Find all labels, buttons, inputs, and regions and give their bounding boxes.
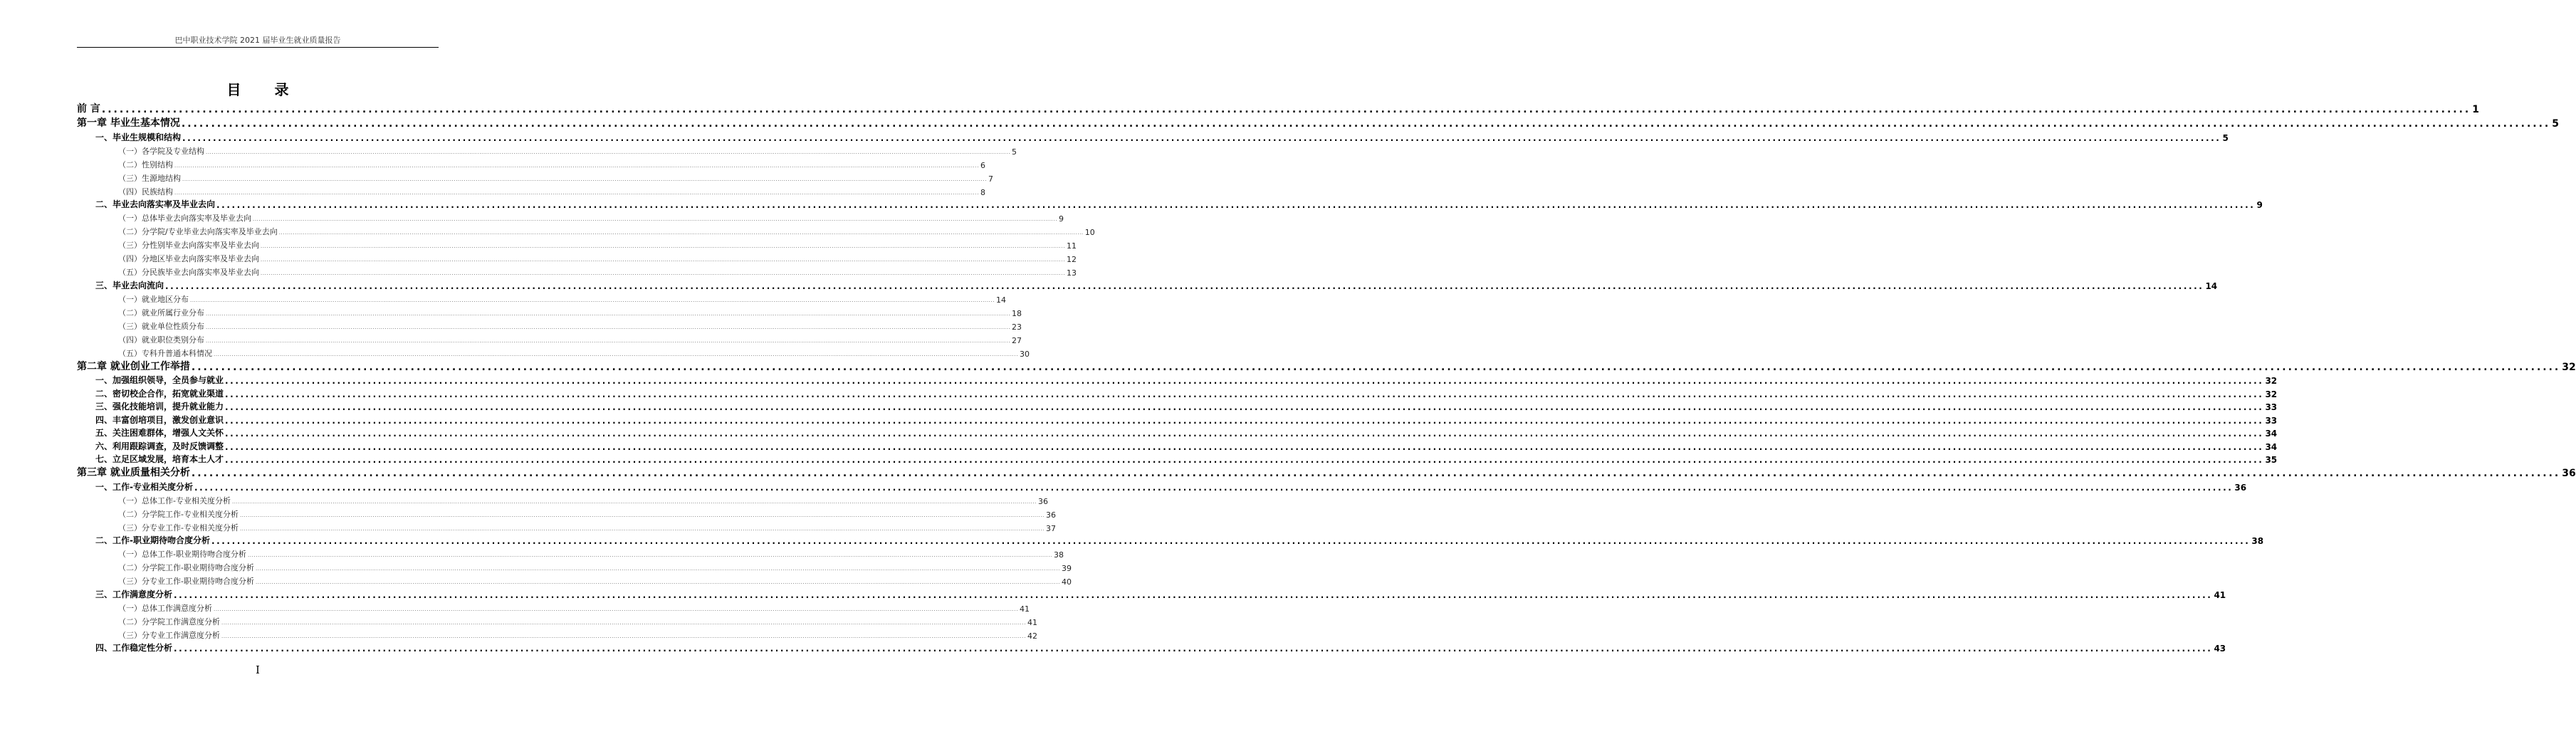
toc-entry-page: 32 [2265, 389, 2278, 399]
toc-entry[interactable] [77, 506, 1057, 520]
toc-entry-page: 36 [2562, 468, 2576, 479]
toc-entry-label: （一）总体工作-职业期待吻合度分析 [118, 550, 246, 559]
toc-leader-dots: ................................................................................................................................................................................................................................................................................................................................................................................................................ [225, 429, 2264, 439]
toc-entry-page: 41 [2214, 589, 2226, 600]
toc-entry-page: 37 [1046, 523, 1057, 533]
toc-entry-label: （四）分地区毕业去向落实率及毕业去向 [118, 254, 259, 263]
toc-entry-label: （一）总体工作满意度分析 [118, 603, 212, 613]
toc-entry[interactable] [77, 197, 2263, 211]
toc-leader-dots: ................................................................................................................................................................................................................................................................................................................................................................................................................ [247, 552, 1053, 558]
toc-entry[interactable] [77, 332, 1022, 345]
toc-entry-page: 11 [1067, 241, 1077, 251]
toc-entry-page: 36 [1046, 510, 1057, 520]
toc-entry[interactable] [77, 224, 1095, 237]
toc-entry-page: 32 [2265, 376, 2278, 386]
table-of-contents [77, 101, 2576, 654]
toc-leader-dots: ................................................................................................................................................................................................................................................................................................................................................................................................................ [211, 536, 2251, 546]
toc-leader-dots: ................................................................................................................................................................................................................................................................................................................................................................................................................ [191, 361, 2561, 373]
toc-entry-page: 12 [1067, 255, 1077, 264]
toc-entry[interactable] [77, 439, 2278, 452]
toc-entry-label: （二）分学院工作-专业相关度分析 [118, 509, 239, 519]
toc-entry-page: 9 [2256, 200, 2263, 210]
toc-entry-label: （三）分性别毕业去向落实率及毕业去向 [118, 241, 259, 250]
toc-entry-label: （五）专科升普通本科情况 [118, 348, 212, 358]
toc-leader-dots: ................................................................................................................................................................................................................................................................................................................................................................................................................ [194, 482, 2234, 493]
toc-entry-page: 42 [1027, 631, 1038, 641]
running-header: 巴中职业技术学院 2021 届毕业生就业质量报告 [174, 36, 341, 45]
toc-entry[interactable] [77, 278, 2218, 291]
toc-entry-label: 二、密切校企合作，拓宽就业渠道 [95, 388, 224, 399]
toc-entry-label: （三）分专业工作-职业期待吻合度分析 [118, 577, 254, 586]
toc-entry[interactable] [77, 237, 1077, 251]
toc-entry[interactable] [77, 184, 986, 197]
toc-entry-page: 39 [1062, 564, 1072, 573]
toc-entry[interactable] [77, 600, 1030, 614]
toc-leader-dots: ................................................................................................................................................................................................................................................................................................................................................................................................................ [182, 132, 2221, 143]
toc-leader-dots: ................................................................................................................................................................................................................................................................................................................................................................................................................ [206, 149, 1011, 155]
toc-leader-dots: ................................................................................................................................................................................................................................................................................................................................................................................................................ [206, 337, 1011, 344]
toc-entry[interactable] [77, 130, 2229, 143]
toc-entry-label: （一）各学院及专业结构 [118, 146, 204, 156]
toc-leader-dots: ................................................................................................................................................................................................................................................................................................................................................................................................................ [261, 271, 1066, 276]
toc-title: 目 录 [226, 81, 303, 98]
toc-leader-dots: ................................................................................................................................................................................................................................................................................................................................................................................................................ [174, 162, 980, 169]
toc-leader-dots: ................................................................................................................................................................................................................................................................................................................................................................................................................ [253, 216, 1058, 222]
toc-leader-dots: ................................................................................................................................................................................................................................................................................................................................................................................................................ [174, 189, 980, 196]
toc-leader-dots: ................................................................................................................................................................................................................................................................................................................................................................................................................ [261, 257, 1066, 263]
toc-entry-page: 30 [1020, 349, 1030, 359]
toc-entry[interactable] [77, 386, 2278, 399]
toc-entry-label: （二）性别结构 [118, 159, 173, 169]
toc-entry[interactable] [77, 546, 1064, 560]
toc-entry-label: 五、关注困难群体，增强人文关怀 [95, 428, 224, 438]
toc-entry-label: 三、强化技能培训，提升就业能力 [95, 402, 224, 411]
toc-entry-page: 36 [2234, 482, 2247, 493]
toc-entry[interactable] [77, 587, 2226, 600]
toc-entry-label: （三）分专业工作-专业相关度分析 [118, 523, 239, 533]
toc-leader-dots: ................................................................................................................................................................................................................................................................................................................................................................................................................ [225, 402, 2264, 412]
toc-entry[interactable] [77, 157, 986, 170]
toc-entry[interactable] [77, 412, 2278, 426]
toc-leader-dots: ................................................................................................................................................................................................................................................................................................................................................................................................................ [174, 644, 2213, 654]
toc-entry-label: 六、利用跟踪调查，及时反馈调整 [95, 441, 224, 451]
toc-entry-label: 二、毕业去向落实率及毕业去向 [95, 199, 216, 209]
toc-leader-dots: ................................................................................................................................................................................................................................................................................................................................................................................................................ [181, 118, 2551, 130]
toc-leader-dots: ................................................................................................................................................................................................................................................................................................................................................................................................................ [261, 243, 1066, 249]
toc-entry[interactable] [77, 452, 2278, 466]
toc-entry-page: 27 [1012, 335, 1022, 345]
toc-leader-dots: ................................................................................................................................................................................................................................................................................................................................................................................................................ [216, 200, 2256, 210]
toc-entry-label: （二）分学院工作满意度分析 [118, 617, 220, 626]
toc-entry-page: 14 [996, 295, 1007, 305]
toc-entry-label: 四、工作稳定性分析 [95, 643, 173, 653]
toc-entry-page: 36 [1038, 496, 1049, 506]
toc-entry-page: 32 [2562, 361, 2576, 373]
toc-leader-dots: ................................................................................................................................................................................................................................................................................................................................................................................................................ [239, 512, 1045, 518]
toc-entry[interactable] [77, 345, 1030, 359]
toc-entry[interactable] [77, 641, 2226, 654]
toc-entry-page: 5 [2222, 132, 2229, 143]
toc-leader-dots: ................................................................................................................................................................................................................................................................................................................................................................................................................ [214, 351, 1019, 357]
toc-entry[interactable] [77, 493, 1049, 506]
toc-entry-page: 1 [2472, 104, 2479, 115]
toc-entry[interactable] [77, 573, 1072, 587]
toc-leader-dots: ................................................................................................................................................................................................................................................................................................................................................................................................................ [255, 566, 1061, 572]
toc-entry[interactable] [77, 426, 2278, 439]
toc-entry-label: 第三章 就业质量相关分析 [77, 467, 190, 478]
toc-entry-page: 7 [988, 174, 994, 184]
toc-leader-dots: ................................................................................................................................................................................................................................................................................................................................................................................................................ [225, 441, 2264, 452]
toc-entry-page: 41 [1020, 604, 1030, 614]
toc-entry-label: （五）分民族毕业去向落实率及毕业去向 [118, 268, 259, 277]
toc-leader-dots: ................................................................................................................................................................................................................................................................................................................................................................................................................ [255, 579, 1061, 585]
toc-entry-label: （二）分学院工作-职业期待吻合度分析 [118, 563, 254, 572]
toc-entry-label: 前 言 [77, 103, 100, 115]
toc-entry[interactable] [77, 251, 1077, 264]
toc-entry-page: 34 [2265, 441, 2278, 452]
toc-entry-page: 43 [2214, 644, 2226, 654]
toc-entry-page: 5 [2552, 118, 2559, 130]
toc-entry-label: （四）就业职位类别分布 [118, 335, 204, 345]
toc-entry-label: （三）就业单位性质分布 [118, 321, 204, 331]
toc-entry-page: 13 [1067, 268, 1077, 278]
toc-leader-dots: ................................................................................................................................................................................................................................................................................................................................................................................................................ [191, 468, 2561, 479]
toc-leader-dots: ................................................................................................................................................................................................................................................................................................................................................................................................................ [221, 619, 1027, 626]
toc-entry-page: 8 [980, 187, 986, 197]
toc-leader-dots: ................................................................................................................................................................................................................................................................................................................................................................................................................ [278, 230, 1084, 236]
toc-entry-label: 一、工作-专业相关度分析 [95, 481, 193, 492]
toc-entry[interactable] [77, 143, 1017, 157]
toc-leader-dots: ................................................................................................................................................................................................................................................................................................................................................................................................................ [206, 324, 1011, 330]
toc-entry[interactable] [77, 614, 1038, 627]
toc-entry-label: （一）就业地区分布 [118, 294, 189, 304]
toc-entry-label: 四、丰富创培项目，激发创业意识 [95, 414, 224, 425]
toc-entry[interactable] [77, 170, 994, 184]
toc-entry[interactable] [77, 533, 2264, 547]
toc-entry-label: 三、毕业去向流向 [95, 280, 164, 290]
toc-leader-dots: ................................................................................................................................................................................................................................................................................................................................................................................................................ [165, 280, 2204, 291]
toc-entry-label: 一、毕业生规模和结构 [95, 132, 182, 142]
toc-leader-dots: ................................................................................................................................................................................................................................................................................................................................................................................................................ [214, 606, 1019, 612]
toc-entry-label: （三）分专业工作满意度分析 [118, 630, 220, 640]
toc-entry-page: 14 [2205, 280, 2218, 291]
toc-leader-dots: ................................................................................................................................................................................................................................................................................................................................................................................................................ [182, 176, 988, 182]
toc-entry-label: 第二章 就业创业工作举措 [77, 360, 190, 372]
toc-entry-label: （一）总体工作-专业相关度分析 [118, 495, 231, 505]
toc-leader-dots: ................................................................................................................................................................................................................................................................................................................................................................................................................ [221, 633, 1027, 639]
toc-entry-label: （二）分学院/专业毕业去向落实率及毕业去向 [118, 227, 278, 236]
toc-entry[interactable] [77, 115, 2559, 130]
toc-entry-page: 38 [2251, 536, 2264, 546]
toc-entry-label: 第一章 毕业生基本情况 [77, 117, 180, 129]
toc-leader-dots: ................................................................................................................................................................................................................................................................................................................................................................................................................ [225, 455, 2264, 465]
toc-entry[interactable] [77, 291, 1007, 305]
toc-entry-label: （四）民族结构 [118, 187, 173, 196]
toc-entry-page: 40 [1062, 577, 1072, 587]
toc-entry[interactable] [77, 373, 2278, 387]
toc-entry-label: （二）就业所属行业分布 [118, 308, 204, 318]
toc-leader-dots: ................................................................................................................................................................................................................................................................................................................................................................................................................ [239, 525, 1045, 532]
toc-entry[interactable] [77, 627, 1038, 641]
toc-entry-label: （一）总体毕业去向落实率及毕业去向 [118, 214, 251, 223]
toc-entry-label: 二、工作-职业期待吻合度分析 [95, 535, 210, 545]
toc-entry-page: 35 [2265, 455, 2278, 465]
toc-entry-page: 23 [1012, 322, 1022, 332]
toc-entry[interactable] [77, 264, 1077, 278]
toc-leader-dots: ................................................................................................................................................................................................................................................................................................................................................................................................................ [174, 589, 2213, 600]
toc-leader-dots: ................................................................................................................................................................................................................................................................................................................................................................................................................ [231, 498, 1037, 505]
toc-leader-dots: ................................................................................................................................................................................................................................................................................................................................................................................................................ [190, 297, 995, 303]
toc-entry[interactable] [77, 399, 2278, 413]
toc-entry[interactable] [77, 318, 1022, 332]
toc-leader-dots: ................................................................................................................................................................................................................................................................................................................................................................................................................ [206, 310, 1011, 317]
toc-entry[interactable] [77, 520, 1057, 533]
toc-entry-page: 6 [980, 160, 986, 170]
toc-entry[interactable] [77, 305, 1022, 318]
header-rule [77, 47, 439, 48]
toc-entry-page: 41 [1027, 617, 1038, 627]
toc-entry-label: 一、加强组织领导，全员参与就业 [95, 375, 224, 385]
toc-leader-dots: ................................................................................................................................................................................................................................................................................................................................................................................................................ [225, 389, 2264, 399]
toc-entry-page: 34 [2265, 429, 2278, 439]
toc-entry[interactable] [77, 560, 1072, 573]
toc-entry-label: 三、工作满意度分析 [95, 589, 173, 599]
toc-entry-label: （三）生源地结构 [118, 173, 181, 183]
toc-entry-page: 10 [1084, 228, 1095, 237]
toc-entry-page: 33 [2265, 402, 2278, 412]
toc-entry[interactable] [77, 479, 2247, 493]
toc-entry[interactable] [77, 359, 2576, 373]
toc-entry-page: 33 [2265, 415, 2278, 426]
toc-entry-label: 七、立足区域发展，培育本土人才 [95, 454, 224, 464]
toc-entry-page: 18 [1012, 308, 1022, 318]
page-number: I [256, 664, 260, 676]
toc-entry[interactable] [77, 465, 2576, 479]
toc-entry[interactable] [77, 101, 2479, 115]
toc-entry-page: 9 [1059, 214, 1064, 224]
toc-entry-page: 38 [1054, 550, 1064, 560]
toc-entry-page: 5 [1012, 147, 1017, 157]
toc-leader-dots: ................................................................................................................................................................................................................................................................................................................................................................................................................ [225, 376, 2264, 386]
toc-entry[interactable] [77, 210, 1064, 224]
toc-leader-dots: ................................................................................................................................................................................................................................................................................................................................................................................................................ [225, 415, 2264, 426]
toc-leader-dots: ................................................................................................................................................................................................................................................................................................................................................................................................................ [101, 104, 2471, 115]
